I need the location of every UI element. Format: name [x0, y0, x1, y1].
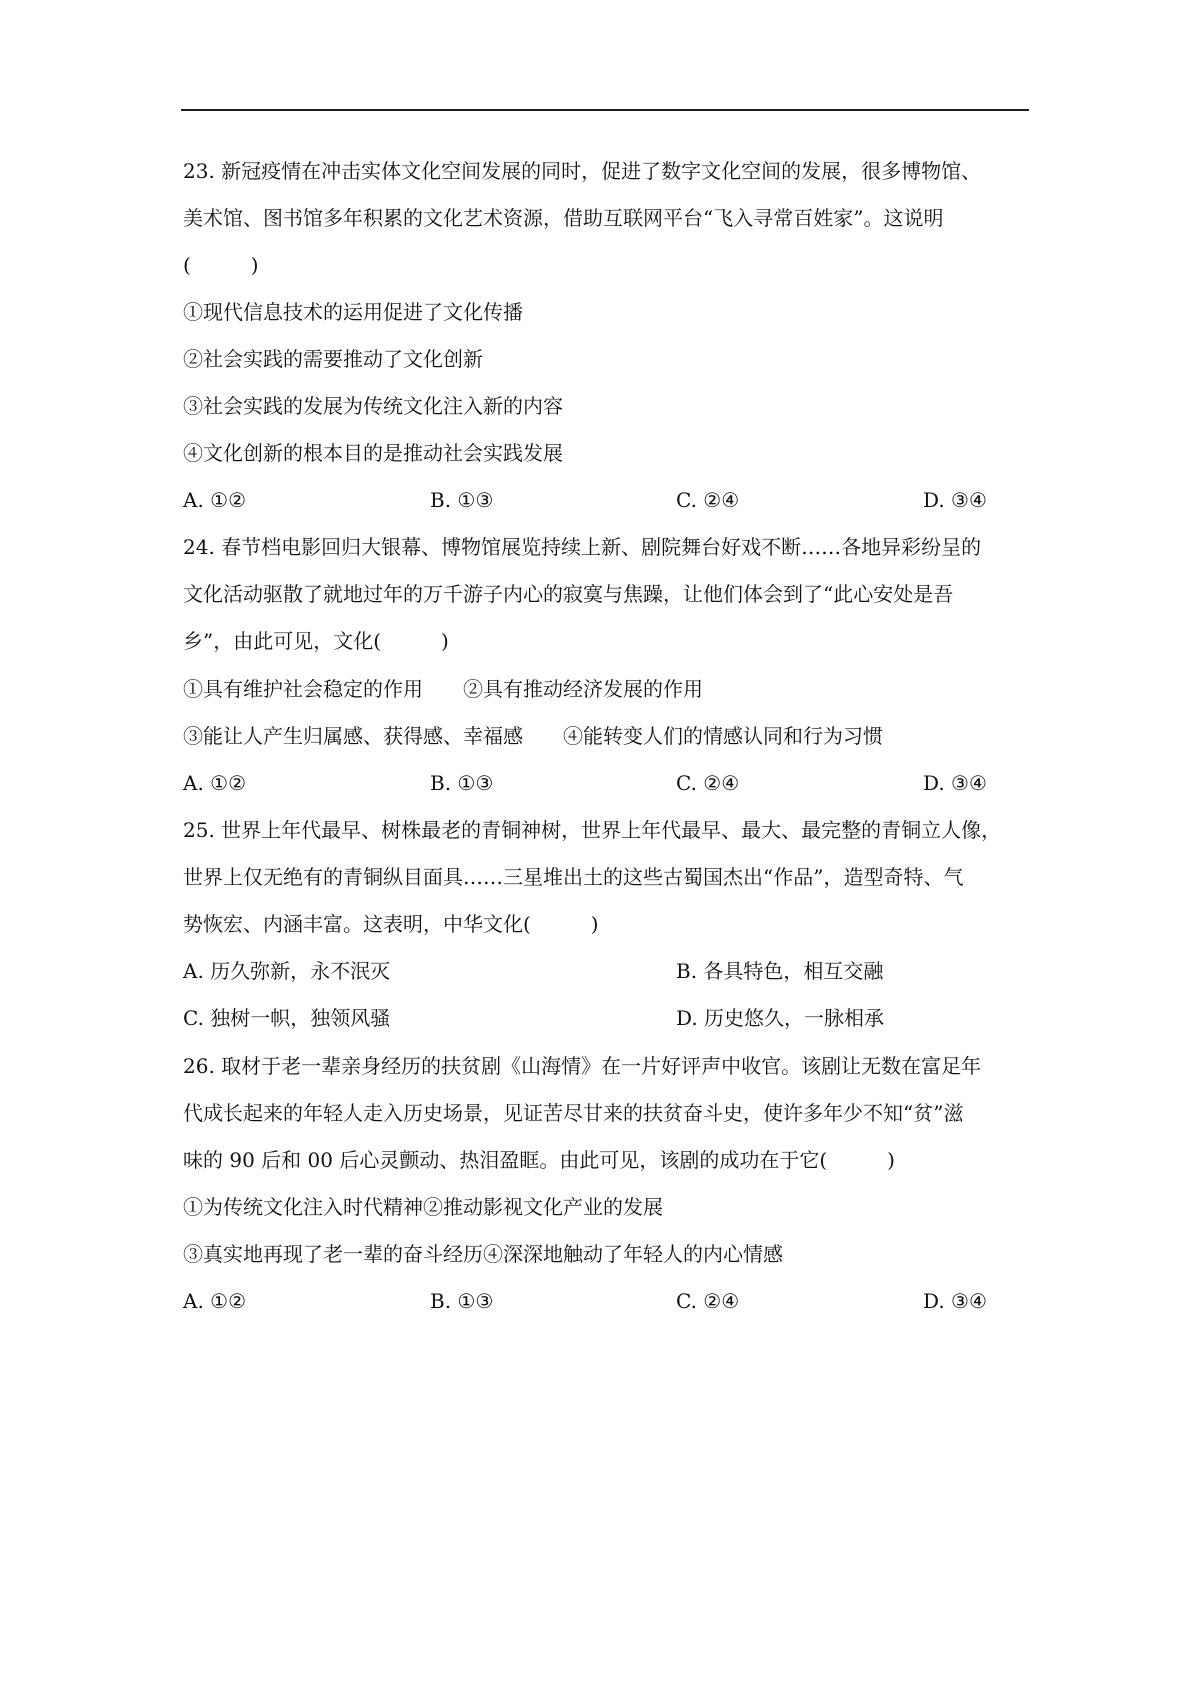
question-23-line-3: ( ): [183, 253, 259, 277]
question-24-statements-2: ③能让人产生归属感、获得感、幸福感 ④能转变人们的情感认同和行为习惯: [183, 724, 883, 748]
question-23-statement-3: ③社会实践的发展为传统文化注入新的内容: [183, 394, 563, 418]
question-26-option-b: B. ①③: [430, 1289, 494, 1313]
question-26-statements-2: ③真实地再现了老一辈的奋斗经历④深深地触动了年轻人的内心情感: [183, 1242, 783, 1266]
question-26-option-c: C. ②④: [676, 1289, 740, 1313]
question-23-option-c: C. ②④: [676, 488, 740, 512]
question-23-option-a: A. ①②: [183, 488, 247, 512]
header-rule: [181, 109, 1029, 111]
question-26-line-3: 味的 90 后和 00 后心灵颤动、热泪盈眶。由此可见，该剧的成功在于它( ): [183, 1148, 895, 1172]
question-25-line-1: 25. 世界上年代最早、树株最老的青铜神树，世界上年代最早、最大、最完整的青铜立人像，: [183, 818, 1002, 842]
question-26-option-d: D. ③④: [923, 1289, 987, 1313]
question-23-line-1: 23. 新冠疫情在冲击实体文化空间发展的同时，促进了数字文化空间的发展，很多博物馆、: [183, 159, 982, 183]
question-25-line-2: 世界上仅无绝有的青铜纵目面具……三星堆出土的这些古蜀国杰出“作品”，造型奇特、气: [183, 865, 964, 889]
question-25-option-a: A. 历久弥新，永不泯灭: [183, 959, 391, 983]
question-23-statement-2: ②社会实践的需要推动了文化创新: [183, 347, 483, 371]
question-26-line-2: 代成长起来的年轻人走入历史场景，见证苦尽甘来的扶贫奋斗史，使许多年少不知“贫”滋: [183, 1101, 964, 1125]
question-24-option-d: D. ③④: [923, 771, 987, 795]
question-24-statements-1: ①具有维护社会稳定的作用 ②具有推动经济发展的作用: [183, 677, 703, 701]
question-24-option-b: B. ①③: [430, 771, 494, 795]
question-24-option-c: C. ②④: [676, 771, 740, 795]
question-24-line-3: 乡”，由此可见，文化( ): [183, 629, 449, 653]
question-23-statement-1: ①现代信息技术的运用促进了文化传播: [183, 300, 523, 324]
question-23-option-d: D. ③④: [923, 488, 987, 512]
question-24-line-1: 24. 春节档电影回归大银幕、博物馆展览持续上新、剧院舞台好戏不断……各地异彩纷呈的: [183, 535, 982, 559]
question-23-option-b: B. ①③: [430, 488, 494, 512]
question-26-line-1: 26. 取材于老一辈亲身经历的扶贫剧《山海情》在一片好评声中收官。该剧让无数在富足年: [183, 1054, 982, 1078]
question-25-option-d: D. 历史悠久，一脉相承: [676, 1006, 885, 1030]
question-25-option-c: C. 独树一帜，独领风骚: [183, 1006, 391, 1030]
question-26-option-a: A. ①②: [183, 1289, 247, 1313]
question-23-statement-4: ④文化创新的根本目的是推动社会实践发展: [183, 441, 563, 465]
question-23-line-2: 美术馆、图书馆多年积累的文化艺术资源，借助互联网平台“飞入寻常百姓家”。这说明: [183, 206, 944, 230]
question-25-option-b: B. 各具特色，相互交融: [676, 959, 884, 983]
question-26-statements-1: ①为传统文化注入时代精神②推动影视文化产业的发展: [183, 1195, 663, 1219]
question-25-line-3: 势恢宏、内涵丰富。这表明，中华文化( ): [183, 912, 599, 936]
question-24-option-a: A. ①②: [183, 771, 247, 795]
question-24-line-2: 文化活动驱散了就地过年的万千游子内心的寂寞与焦躁，让他们体会到了“此心安处是吾: [183, 582, 954, 606]
